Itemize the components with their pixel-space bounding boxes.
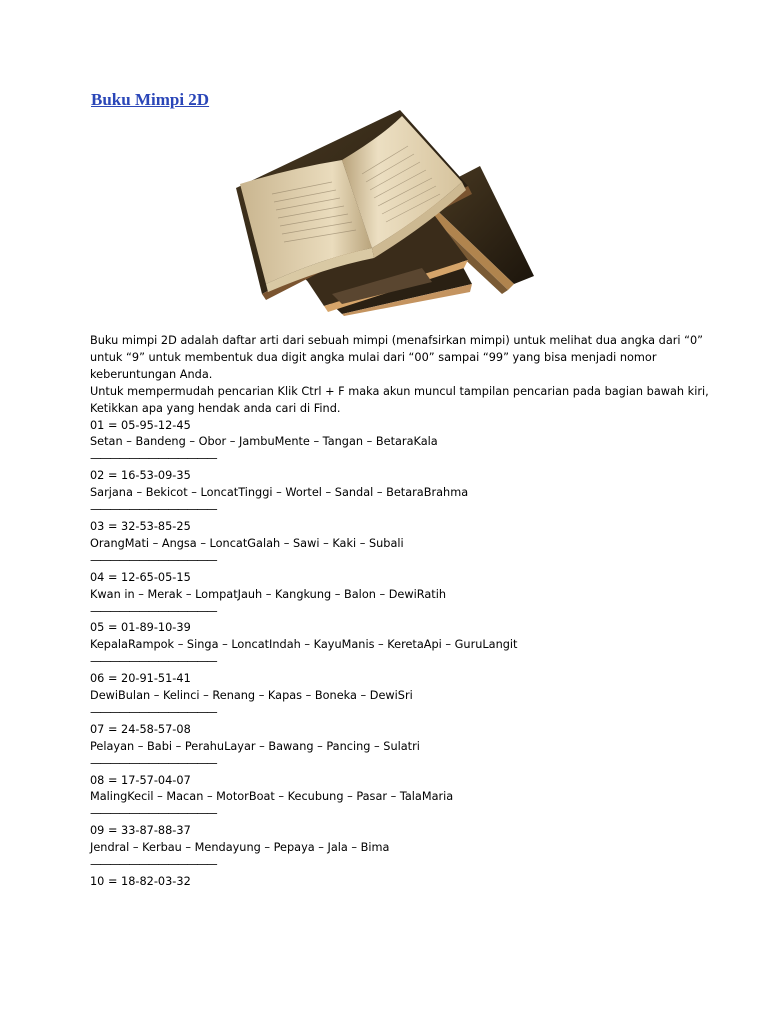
entry-code: 07 = 24-58-57-08 [90, 722, 191, 736]
last-entry-code: 10 = 18-82-03-32 [90, 875, 191, 888]
entry-code: 03 = 32-53-85-25 [90, 519, 191, 533]
entry-items: MalingKecil – Macan – MotorBoat – Kecubung – Pasar – TalaMaria [90, 790, 454, 804]
entry-separator: ————————————— [90, 452, 217, 466]
entry-separator: ————————————— [90, 756, 217, 770]
entry-items: OrangMati – Angsa – LoncatGalah – Sawi – Kaki – Subali [90, 536, 404, 550]
intro-paragraph: Buku mimpi 2D adalah daftar arti dari sebuah mimpi (menafsirkan mimpi) untuk melihat dua angka dari “0” untuk “9” untuk membentuk dua digit angka mulai dari “00” sampai “99” yang bisa menjadi nomor keberuntungan Anda. [90, 334, 704, 381]
entry-code: 04 = 12-65-05-15 [90, 570, 191, 584]
dream-number-list [90, 418, 710, 874]
document-title-link[interactable]: Buku Mimpi 2D [91, 90, 210, 109]
entry-separator: ————————————— [90, 807, 217, 821]
search-tip-paragraph: Untuk mempermudah pencarian Klik Ctrl + F maka akun muncul tampilan pencarian pada bagian bawah kiri, Ketikkan apa yang hendak anda cari di Find. [90, 384, 709, 415]
entry-separator: ————————————— [90, 705, 217, 719]
entry-code: 09 = 33-87-88-37 [90, 824, 191, 838]
entry-items: DewiBulan – Kelinci – Renang – Kapas – Boneka – DewiSri [90, 689, 413, 703]
entry-code: 08 = 17-57-04-07 [90, 773, 191, 787]
entry-items: KepalaRampok – Singa – LoncatIndah – KayuManis – KeretaApi – GuruLangit [90, 638, 518, 652]
entry-separator: ————————————— [90, 503, 217, 517]
entry-code: 05 = 01-89-10-39 [90, 621, 191, 635]
old-books-illustration [232, 108, 538, 316]
entry-code: 06 = 20-91-51-41 [90, 672, 191, 686]
entry-separator: ————————————— [90, 655, 217, 669]
entry-items: Pelayan – Babi – PerahuLayar – Bawang – Pancing – Sulatri [90, 739, 420, 753]
entry-code: 01 = 05-95-12-45 [90, 418, 191, 432]
entry-separator: ————————————— [90, 604, 217, 618]
entry-code: 02 = 16-53-09-35 [90, 469, 191, 483]
entry-items: Kwan in – Merak – LompatJauh – Kangkung – Balon – DewiRatih [90, 587, 446, 601]
entry-separator: ————————————— [90, 553, 217, 567]
entry-items: Jendral – Kerbau – Mendayung – Pepaya – Jala – Bima [90, 841, 390, 855]
entry-separator: ————————————— [90, 858, 217, 872]
entry-items: Sarjana – Bekicot – LoncatTinggi – Wortel – Sandal – BetaraBrahma [90, 486, 469, 500]
document-body [90, 333, 710, 891]
entry-items: Setan – Bandeng – Obor – JambuMente – Tangan – BetaraKala [90, 435, 438, 449]
